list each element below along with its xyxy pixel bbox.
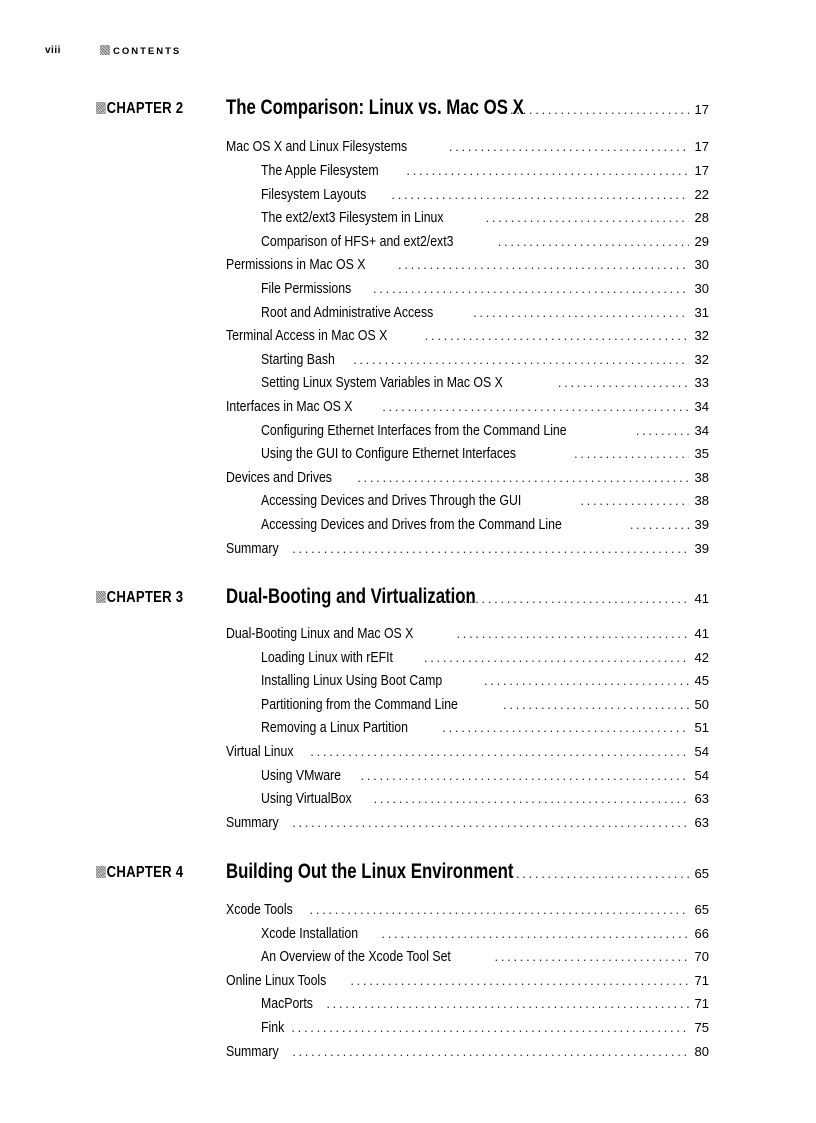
toc-subentry[interactable] [261, 516, 709, 533]
chapter-page: 41 [694, 591, 709, 606]
section-title [100, 45, 181, 57]
chapter-label-text: CHAPTER 2 [106, 100, 184, 117]
entry-page: 31 [694, 304, 709, 320]
entry-page: 30 [694, 281, 709, 296]
toc-subentry[interactable] [261, 304, 709, 321]
entry-page: 17 [694, 163, 709, 178]
dot-leader [310, 744, 689, 759]
dot-leader [291, 1020, 689, 1035]
dot-leader [309, 902, 689, 917]
toc-entry[interactable] [226, 138, 709, 155]
entry-text: Starting Bash [261, 350, 335, 368]
entry-text: Summary [226, 539, 279, 557]
hatch-mark-icon [96, 102, 106, 114]
entry-text: An Overview of the Xcode Tool Set [261, 948, 451, 966]
toc-subentry[interactable] [261, 696, 709, 713]
toc-subentry[interactable] [261, 162, 709, 179]
entry-text: Fink [261, 1019, 285, 1036]
entry-page: 39 [694, 540, 709, 556]
dot-leader [326, 996, 689, 1011]
toc-entry[interactable] [226, 814, 709, 831]
dot-leader [381, 926, 689, 941]
hatch-mark-icon [96, 866, 106, 878]
toc-subentry[interactable] [261, 445, 709, 462]
entry-page: 29 [694, 233, 709, 249]
entry-text: Accessing Devices and Drives from the Command Line [261, 516, 562, 533]
dot-leader [374, 791, 689, 806]
entry-text: Xcode Tools [226, 901, 293, 918]
dot-leader [350, 973, 689, 988]
toc-subentry[interactable] [261, 767, 709, 784]
entry-page: 28 [694, 210, 709, 226]
entry-page: 54 [694, 744, 709, 759]
entry-page: 38 [694, 469, 709, 485]
dot-leader [580, 493, 689, 508]
hatch-mark-icon [100, 45, 110, 55]
entry-text: MacPorts [261, 995, 313, 1013]
entry-text: Interfaces in Mac OS X [226, 398, 353, 415]
entry-text: Dual-Booting Linux and Mac OS X [226, 625, 414, 642]
entry-text: Using VirtualBox [261, 790, 352, 808]
entry-text: Setting Linux System Variables in Mac OS X [261, 374, 503, 392]
toc-entry[interactable] [226, 540, 709, 557]
section-title-text: CONTENTS [113, 46, 182, 57]
toc-entry[interactable] [226, 327, 709, 344]
dot-leader [630, 517, 689, 532]
toc-subentry[interactable] [261, 492, 709, 509]
entry-text: Loading Linux with rEFIt [261, 648, 393, 666]
toc-subentry[interactable] [261, 649, 709, 666]
dot-leader [456, 626, 689, 641]
dot-leader [425, 328, 689, 343]
entry-page: 51 [694, 720, 709, 736]
entry-page: 32 [694, 351, 709, 367]
entry-page: 17 [694, 139, 709, 154]
chapter-title: Dual-Booting and Virtualization [226, 585, 476, 608]
entry-text: Filesystem Layouts [261, 185, 367, 203]
entry-page: 71 [694, 972, 709, 988]
dot-leader [361, 768, 689, 783]
entry-page: 80 [694, 1043, 709, 1059]
entry-text: Summary [226, 813, 279, 831]
dot-leader [473, 305, 689, 320]
entry-text: Permissions in Mac OS X [226, 256, 366, 274]
chapter-label-text: CHAPTER 4 [106, 864, 184, 881]
entry-page: 39 [694, 517, 709, 532]
entry-text: Using VMware [261, 766, 341, 784]
chapter-page: 65 [694, 866, 709, 881]
chapter-label [96, 864, 183, 882]
toc-subentry[interactable] [261, 233, 709, 250]
chapter-label [96, 100, 183, 118]
toc-entry[interactable] [226, 901, 709, 918]
entry-text: Installing Linux Using Boot Camp [261, 672, 443, 690]
dot-leader [444, 591, 689, 606]
entry-text: File Permissions [261, 280, 352, 297]
chapter-title-entry[interactable] [226, 585, 709, 609]
dot-leader [357, 470, 689, 485]
entry-page: 65 [694, 902, 709, 917]
dot-leader [504, 102, 689, 117]
dot-leader [406, 163, 689, 178]
toc-subentry[interactable] [261, 374, 709, 391]
toc-entry[interactable] [226, 972, 709, 989]
entry-text: Mac OS X and Linux Filesystems [226, 138, 408, 155]
dot-leader [292, 541, 689, 556]
entry-text: Comparison of HFS+ and ext2/ext3 [261, 232, 454, 250]
entry-page: 54 [694, 767, 709, 783]
entry-text: Partitioning from the Command Line [261, 695, 458, 713]
toc-subentry[interactable] [261, 422, 709, 439]
chapter-label-text: CHAPTER 3 [106, 589, 184, 606]
toc-subentry[interactable] [261, 925, 709, 942]
entry-text: Configuring Ethernet Interfaces from the Command Line [261, 421, 567, 439]
dot-leader [292, 815, 689, 830]
entry-page: 34 [694, 422, 709, 438]
toc-entry[interactable] [226, 625, 709, 642]
toc-subentry[interactable] [261, 790, 709, 807]
entry-text: Accessing Devices and Drives Through the GUI [261, 492, 522, 510]
entry-text: Virtual Linux [226, 743, 294, 760]
chapter-label [96, 589, 183, 607]
toc-subentry[interactable] [261, 351, 709, 368]
entry-text: Removing a Linux Partition [261, 719, 408, 737]
entry-text: Online Linux Tools [226, 971, 327, 989]
hatch-mark-icon [96, 591, 106, 603]
dot-leader [574, 446, 689, 461]
dot-leader [503, 697, 689, 712]
entry-text: The ext2/ext3 Filesystem in Linux [261, 209, 444, 227]
toc-subentry[interactable] [261, 1019, 709, 1036]
chapter-title-entry[interactable] [226, 860, 709, 884]
entry-page: 34 [694, 399, 709, 414]
entry-text: Devices and Drives [226, 468, 332, 486]
entry-page: 75 [694, 1020, 709, 1035]
dot-leader [558, 375, 689, 390]
toc-entry[interactable] [226, 398, 709, 415]
toc-subentry[interactable] [261, 672, 709, 689]
entry-text: Summary [226, 1042, 279, 1060]
dot-leader [442, 720, 689, 735]
toc-subentry[interactable] [261, 995, 709, 1012]
dot-leader [498, 234, 689, 249]
toc-subentry[interactable] [261, 186, 709, 203]
dot-leader [636, 423, 689, 438]
dot-leader [495, 949, 689, 964]
dot-leader [424, 650, 689, 665]
entry-page: 32 [694, 328, 709, 344]
toc-entry[interactable] [226, 743, 709, 760]
toc-subentry[interactable] [261, 209, 709, 226]
chapter-page: 17 [694, 102, 709, 117]
entry-page: 30 [694, 257, 709, 273]
entry-page: 63 [694, 791, 709, 807]
toc-subentry[interactable] [261, 280, 709, 297]
dot-leader [484, 673, 689, 688]
entry-page: 33 [694, 375, 709, 391]
dot-leader [382, 399, 689, 414]
dot-leader [449, 139, 689, 154]
dot-leader [398, 257, 689, 272]
dot-leader [491, 866, 689, 881]
entry-page: 70 [694, 949, 709, 965]
chapter-title-entry[interactable] [226, 96, 709, 120]
chapter-title: The Comparison: Linux vs. Mac OS X [226, 96, 524, 119]
entry-text: Root and Administrative Access [261, 303, 434, 321]
toc-subentry[interactable] [261, 948, 709, 965]
entry-page: 45 [694, 673, 709, 689]
entry-page: 38 [694, 493, 709, 509]
entry-page: 66 [694, 925, 709, 941]
toc-entry[interactable] [226, 1043, 709, 1060]
entry-page: 42 [694, 649, 709, 665]
entry-text: Terminal Access in Mac OS X [226, 327, 388, 345]
entry-page: 22 [694, 186, 709, 202]
toc-subentry[interactable] [261, 719, 709, 736]
page-number: viii [45, 45, 61, 56]
toc-entry[interactable] [226, 469, 709, 486]
entry-page: 41 [694, 626, 709, 641]
toc-entry[interactable] [226, 256, 709, 273]
entry-text: The Apple Filesystem [261, 162, 379, 179]
entry-page: 71 [694, 996, 709, 1012]
dot-leader [373, 281, 689, 296]
entry-page: 50 [694, 696, 709, 712]
entry-text: Using the GUI to Configure Ethernet Interfaces [261, 445, 517, 463]
entry-text: Xcode Installation [261, 924, 359, 942]
dot-leader [486, 210, 689, 225]
chapter-title: Building Out the Linux Environment [226, 860, 514, 883]
dot-leader [353, 352, 689, 367]
entry-page: 35 [694, 446, 709, 462]
dot-leader [292, 1044, 689, 1059]
entry-page: 63 [694, 814, 709, 830]
dot-leader [391, 187, 689, 202]
